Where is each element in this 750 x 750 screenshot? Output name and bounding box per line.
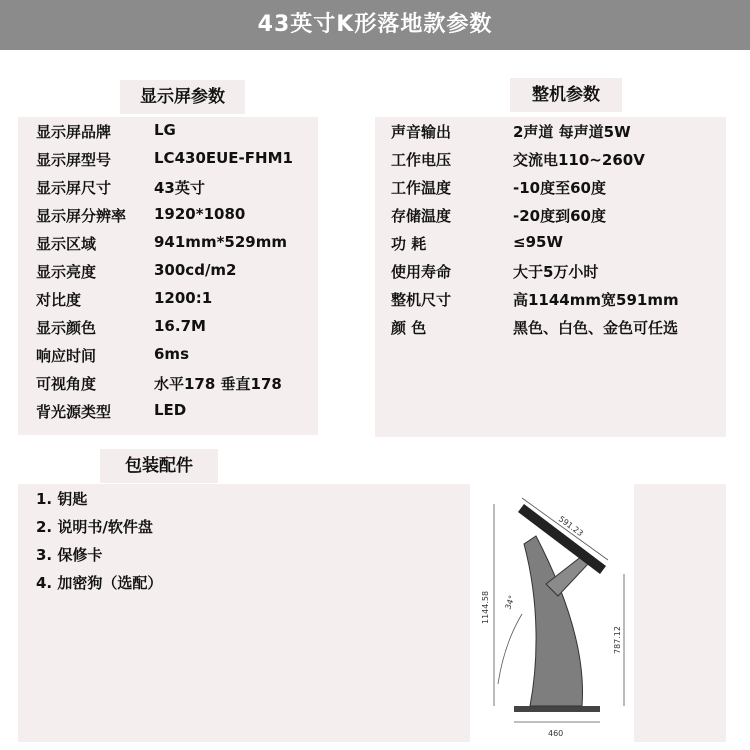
display-param-row (36, 261, 336, 281)
machine-param-key: 整机尺寸 (391, 291, 452, 309)
package-panel-right (634, 484, 726, 742)
machine-param-row (391, 233, 691, 253)
display-param-value: LG (154, 121, 176, 139)
angle-arc (498, 614, 522, 684)
display-param-key: 显示亮度 (36, 263, 97, 281)
machine-param-row (391, 317, 691, 337)
machine-param-row (391, 149, 691, 169)
machine-param-value: 黑色、白色、金色可任选 (513, 319, 679, 337)
display-param-key: 可视角度 (36, 375, 97, 393)
display-param-key: 背光源类型 (36, 403, 112, 421)
machine-param-row (391, 121, 691, 141)
display-param-row (36, 317, 336, 337)
display-param-key: 对比度 (36, 291, 82, 309)
display-param-key: 显示屏分辨率 (36, 207, 127, 225)
machine-param-key: 存储温度 (391, 207, 452, 225)
display-param-value: 1920*1080 (154, 205, 246, 223)
package-item: 1. 钥匙 (36, 490, 88, 508)
display-param-row (36, 289, 336, 309)
machine-param-key: 工作电压 (391, 151, 452, 169)
display-param-key: 显示区域 (36, 235, 97, 253)
display-param-value: 1200:1 (154, 289, 213, 307)
display-params-label: 显示屏参数 (120, 80, 245, 114)
kiosk-body (524, 536, 583, 706)
dim-base: 460 (548, 729, 564, 738)
package-item: 3. 保修卡 (36, 546, 103, 564)
dim-top-width: 591.23 (556, 514, 585, 539)
display-param-row (36, 401, 336, 421)
display-param-value: 941mm*529mm (154, 233, 287, 251)
machine-param-key: 工作温度 (391, 179, 452, 197)
dimension-diagram (474, 484, 634, 744)
machine-param-value: -10度至60度 (513, 179, 606, 197)
machine-param-key: 使用寿命 (391, 263, 452, 281)
display-param-key: 显示屏型号 (36, 151, 112, 169)
dim-total-height: 1144.58 (481, 590, 490, 624)
display-param-value: 43英寸 (154, 179, 205, 197)
display-param-value: 300cd/m2 (154, 261, 237, 279)
display-param-row (36, 373, 336, 393)
display-param-key: 显示颜色 (36, 319, 97, 337)
machine-param-value: 高1144mm宽591mm (513, 291, 679, 309)
package-item: 2. 说明书/软件盘 (36, 518, 153, 536)
kiosk-base (514, 706, 600, 712)
machine-param-key: 声音输出 (391, 123, 452, 141)
package-item: 4. 加密狗（选配） (36, 574, 163, 592)
kiosk-drawing (474, 484, 634, 744)
display-param-value: 6ms (154, 345, 189, 363)
display-param-row (36, 149, 336, 169)
dim-angle: 34° (503, 594, 517, 611)
package-label: 包装配件 (100, 449, 218, 483)
display-param-row (36, 345, 336, 365)
display-param-key: 显示屏尺寸 (36, 179, 112, 197)
display-param-row (36, 205, 336, 225)
machine-param-key: 功 耗 (391, 235, 427, 253)
machine-param-value: 2声道 每声道5W (513, 123, 631, 141)
dim-mid-height: 787.12 (613, 626, 622, 654)
display-param-key: 显示屏品牌 (36, 123, 112, 141)
display-param-row (36, 233, 336, 253)
display-param-row (36, 121, 336, 141)
display-param-value: LED (154, 401, 187, 419)
machine-param-value: 交流电110~260V (513, 151, 645, 169)
machine-param-value: -20度到60度 (513, 207, 606, 225)
page-title: 43英寸K形落地款参数 (257, 12, 493, 37)
machine-params-label: 整机参数 (510, 78, 622, 112)
display-param-row (36, 177, 336, 197)
machine-param-row (391, 205, 691, 225)
display-param-value: 水平178 垂直178 (154, 375, 282, 393)
machine-param-row (391, 177, 691, 197)
machine-param-row (391, 261, 691, 281)
display-param-value: LC430EUE-FHM1 (154, 149, 293, 167)
machine-param-row (391, 289, 691, 309)
display-param-value: 16.7M (154, 317, 206, 335)
display-param-key: 响应时间 (36, 347, 97, 365)
machine-param-value: ≤95W (513, 233, 563, 251)
machine-param-value: 大于5万小时 (513, 263, 599, 281)
machine-param-key: 颜 色 (391, 319, 427, 337)
